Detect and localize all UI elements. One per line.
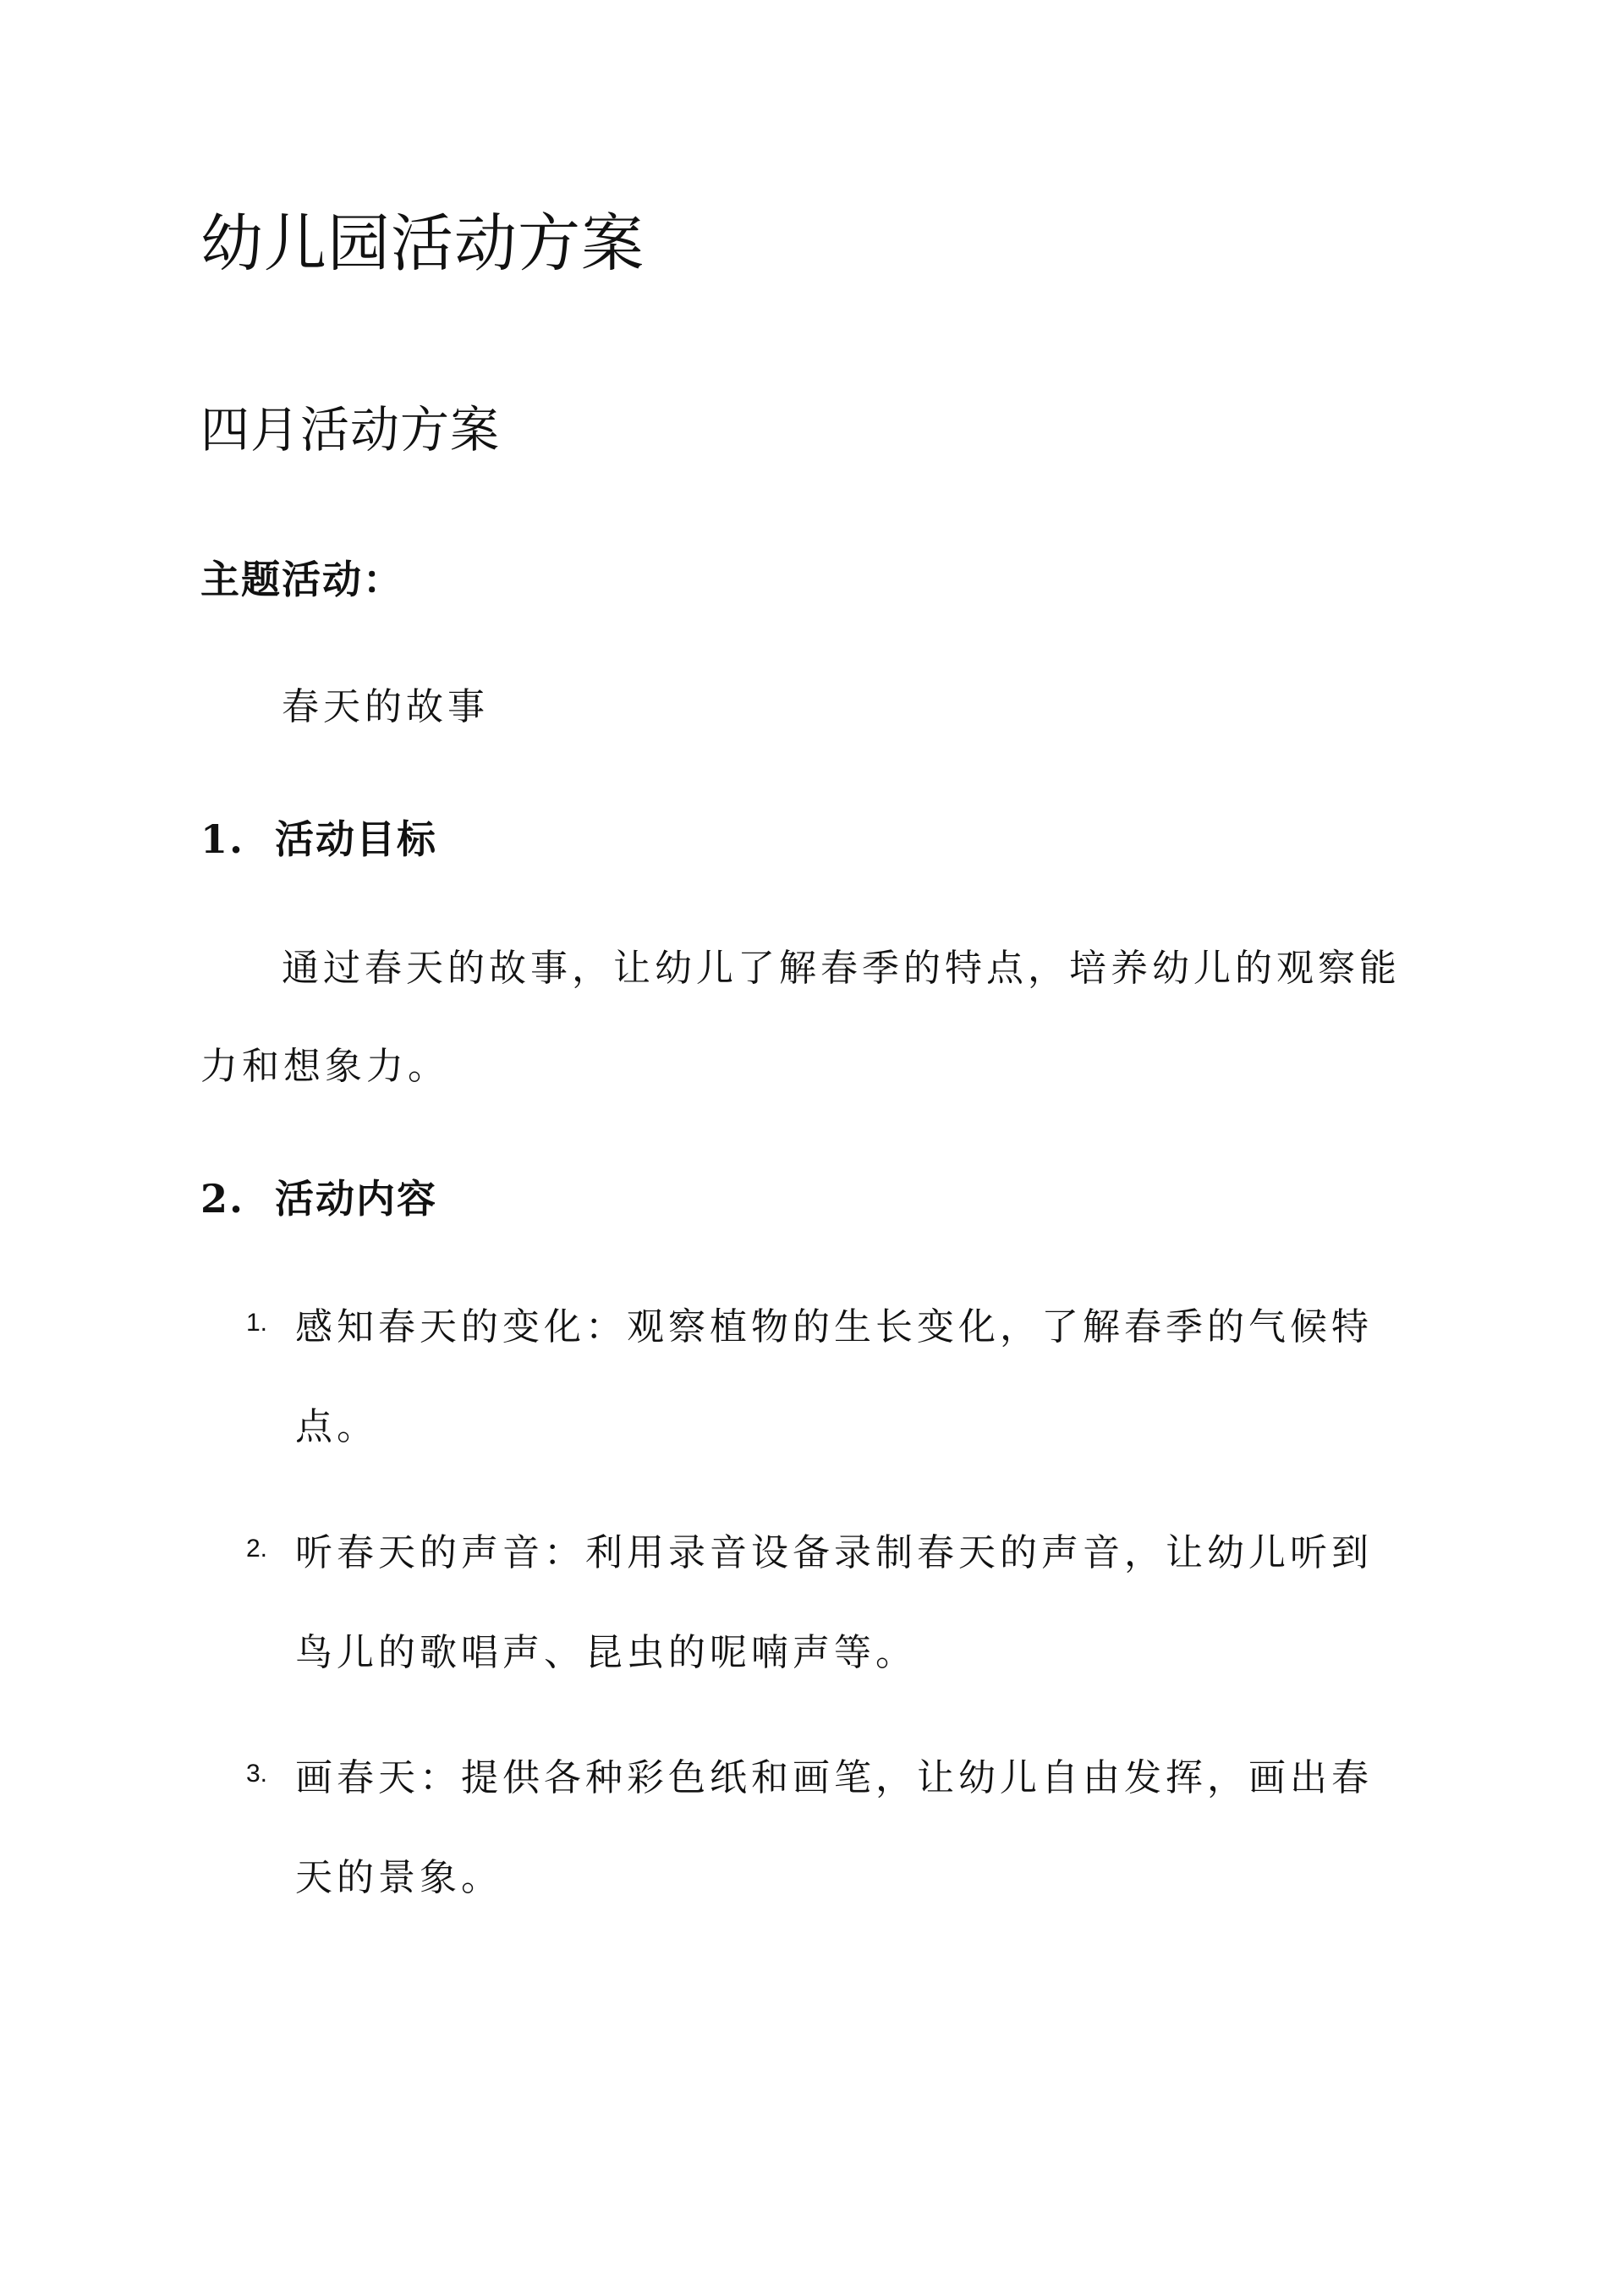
theme-label: 主题活动： xyxy=(200,557,403,602)
section-heading-goals xyxy=(200,814,437,865)
document-title: 幼儿园活动方案 xyxy=(200,207,645,280)
section-number: 1. xyxy=(200,816,245,862)
section-number: 2. xyxy=(200,1176,245,1222)
list-item-text: 听春天的声音：利用录音设备录制春天的声音，让幼儿听到鸟儿的歌唱声、昆虫的呢喃声等。 xyxy=(295,1531,1373,1674)
list-item-text: 画春天：提供各种彩色纸和画笔，让幼儿自由发挥，画出春天的景象。 xyxy=(295,1756,1373,1899)
section-title: 活动目标 xyxy=(275,816,437,862)
section-title: 活动内容 xyxy=(275,1176,437,1222)
list-item-text: 感知春天的变化：观察植物的生长变化，了解春季的气候特点。 xyxy=(295,1305,1373,1448)
theme-value: 春天的故事 xyxy=(282,685,489,728)
list-item-number: 2. xyxy=(246,1535,268,1563)
section-heading-content xyxy=(200,1173,437,1224)
list-item-number: 3. xyxy=(246,1760,268,1788)
list-item-number: 1. xyxy=(246,1309,268,1337)
goals-paragraph: 通过春天的故事，让幼儿了解春季的特点，培养幼儿的观察能力和想象力。 xyxy=(200,947,1401,1088)
document-subtitle: 四月活动方案 xyxy=(200,401,501,459)
